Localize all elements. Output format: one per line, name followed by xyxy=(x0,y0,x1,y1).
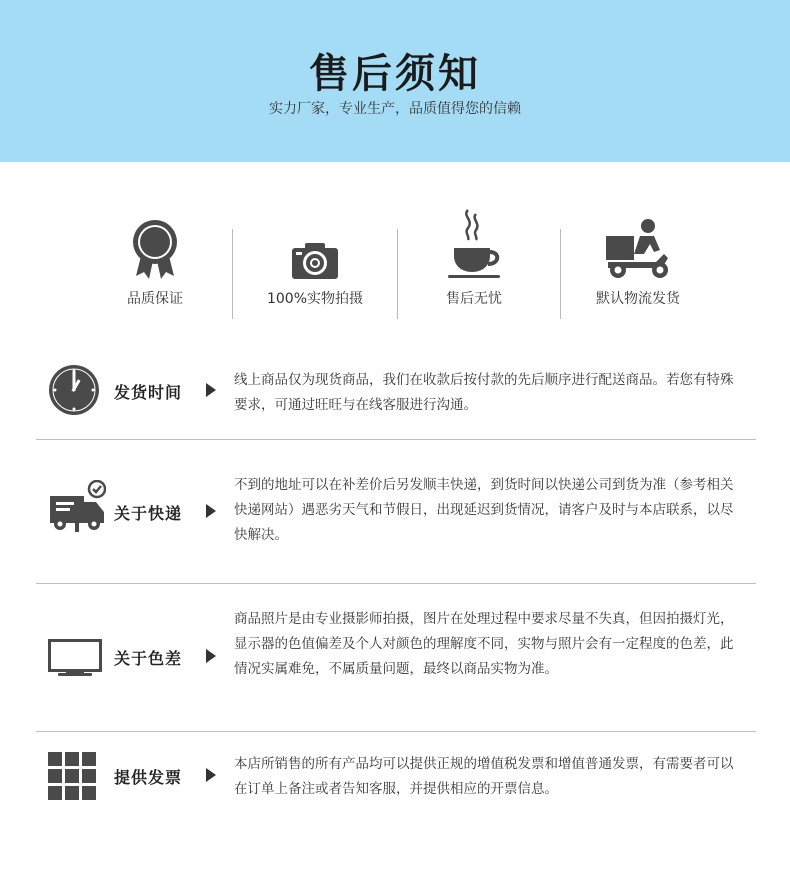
section-courier xyxy=(36,470,756,560)
feature-row xyxy=(0,205,790,325)
quality-badge-icon xyxy=(130,218,180,280)
section-invoice xyxy=(36,750,756,810)
page-title: 售后须知 xyxy=(309,51,481,97)
section-title: 关于快递 xyxy=(114,504,183,523)
clock-icon xyxy=(48,364,100,416)
feature-label: 售后无忧 xyxy=(446,291,502,307)
section-shipping-time xyxy=(36,360,756,430)
section-text: 线上商品仅为现货商品，我们在收款后按付款的先后顺序进行配送商品。若您有特殊要求，可通过旺旺与在线客服进行沟通。 xyxy=(234,372,734,413)
section-title: 发货时间 xyxy=(114,383,183,402)
grid-invoice-icon xyxy=(48,752,96,800)
section-text: 本店所销售的所有产品均可以提供正规的增值税发票和增值普通发票，有需要者可以在订单上备注或者告知客服，并提供相应的开票信息。 xyxy=(234,756,734,797)
divider xyxy=(36,439,756,440)
monitor-icon xyxy=(48,639,102,677)
header-banner xyxy=(0,0,790,162)
divider xyxy=(36,731,756,732)
section-text: 不到的地址可以在补差价后另发顺丰快递，到货时间以快递公司到货为准（参考相关快递网站）遇恶劣天气和节假日，出现延迟到货情况，请客户及时与本店联系，以尽快解决。 xyxy=(234,477,734,543)
arrow-right-icon xyxy=(206,768,216,782)
section-color-difference xyxy=(36,605,756,715)
delivery-truck-icon xyxy=(48,480,106,532)
section-title: 关于色差 xyxy=(114,649,183,668)
feature-real-photo xyxy=(235,205,395,308)
divider xyxy=(232,229,233,319)
feature-quality xyxy=(75,205,235,308)
section-text: 商品照片是由专业摄影师拍摄，图片在处理过程中要求尽量不失真，但因拍摄灯光，显示器的色值偏差及个人对颜色的理解度不同，实物与照片会有一定程度的色差，此情况实属难免，不属质量问题，最终以商品实物为准。 xyxy=(234,611,734,677)
feature-label: 品质保证 xyxy=(127,291,183,307)
arrow-right-icon xyxy=(206,383,216,397)
feature-label: 默认物流发货 xyxy=(596,291,680,307)
coffee-cup-icon xyxy=(446,208,502,280)
camera-icon xyxy=(291,242,339,280)
feature-label: 100%实物拍摄 xyxy=(266,291,364,307)
divider xyxy=(36,583,756,584)
arrow-right-icon xyxy=(206,649,216,663)
page-subtitle: 实力厂家，专业生产，品质值得您的信赖 xyxy=(269,101,521,117)
arrow-right-icon xyxy=(206,504,216,518)
feature-after-sales xyxy=(394,205,554,308)
feature-logistics xyxy=(558,205,718,308)
section-title: 提供发票 xyxy=(114,768,183,787)
delivery-scooter-icon xyxy=(604,218,672,280)
